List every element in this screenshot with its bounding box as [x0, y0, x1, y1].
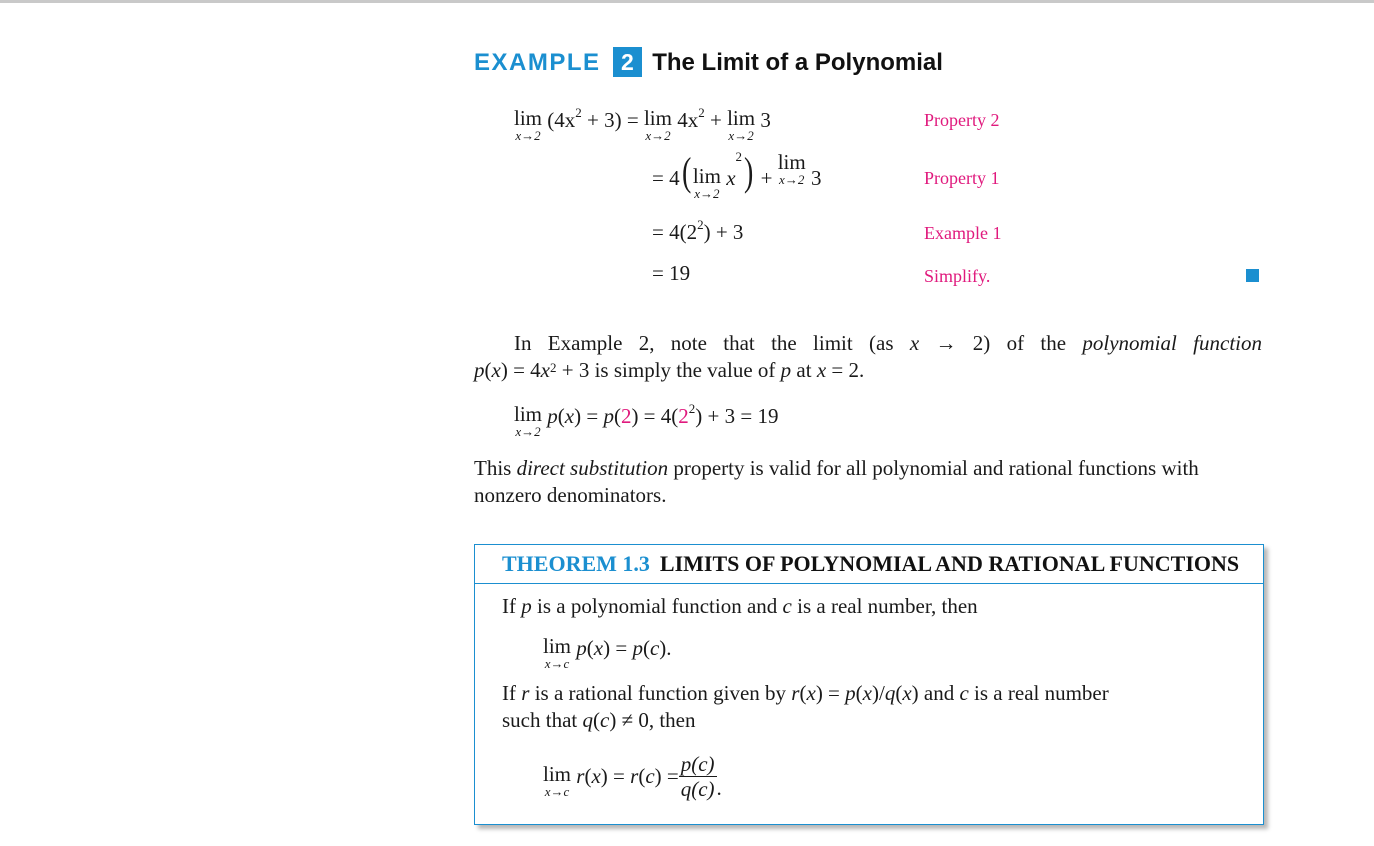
note-example-1: Example 1 — [924, 223, 1002, 243]
limit-operator: lim x→2 — [727, 106, 756, 143]
limit-operator: lim x→2 — [514, 106, 543, 143]
theorem-title: LIMITS OF POLYNOMIAL AND RATIONAL FUNCTIONS — [659, 551, 1240, 576]
theorem-equation-1: lim x→c p(x) = p(c). — [543, 634, 672, 671]
limit-operator: lim x→c — [543, 634, 572, 671]
limit-operator: lim x→2 — [777, 150, 806, 187]
theorem-statement-1: If p is a polynomial function and c is a real number, then — [502, 594, 978, 618]
note-property-1: Property 1 — [924, 168, 1000, 188]
theorem-statement-2: If r is a rational function given by r(x) = p(x)/q(x) and c is a real number such that q(c) ≠ 0, then — [502, 681, 1109, 732]
example-label: EXAMPLE — [474, 49, 601, 76]
note-simplify: Simplify. — [924, 266, 991, 286]
theorem-header-divider — [474, 583, 1264, 584]
limit-operator: lim x→2 — [692, 164, 721, 201]
viewer-top-border — [0, 0, 1374, 3]
derivation-line-3: = $4(2^2) + 3$ — [652, 217, 744, 244]
theorem-label: THEOREM 1.3 — [502, 551, 650, 576]
example-title: The Limit of a Polynomial — [652, 49, 943, 76]
theorem-equation-2: lim x→c r(x) = r(c) = $\frac{p(c)}{q(c)}$ . — [543, 752, 722, 801]
limit-operator: lim x→2 — [514, 402, 543, 439]
limit-operator: lim x→c — [543, 762, 572, 799]
fraction-p-over-q: $\frac{p(c)}{q(c)}$ — [680, 752, 715, 801]
example-number-badge: 2 — [613, 47, 642, 77]
limit-operator: lim x→2 — [643, 106, 672, 143]
derivation-line-4: = 19 — [652, 261, 691, 285]
end-of-example-marker — [1246, 269, 1259, 282]
note-property-2: Property 2 — [924, 110, 1000, 130]
derivation-line-2: = 4(lim x→2 $x^2) + \lim$ x→2 3 — [652, 149, 822, 201]
derivation-line-1: lim x→2 $(4x^2 + 3) = \lim$ x→2 $4x^2 + \lim$ x→2 3 — [514, 105, 771, 143]
display-equation-substitution: lim x→2 $p(x) = p(2) = 4(2^2) + 3 = 19$ — [514, 401, 779, 439]
theorem-heading — [502, 551, 1239, 577]
paragraph-direct-substitution: This direct substitution property is valid for all polynomial and rational functions with nonzero denominators. — [474, 456, 1199, 507]
paragraph-polynomial-note: In Example 2, note that the limit (as x → 2) of the polynomial function $p(x) = 4x^2 + 3$ is simply the value of p at x = 2. — [474, 331, 1262, 382]
example-heading — [474, 47, 943, 77]
